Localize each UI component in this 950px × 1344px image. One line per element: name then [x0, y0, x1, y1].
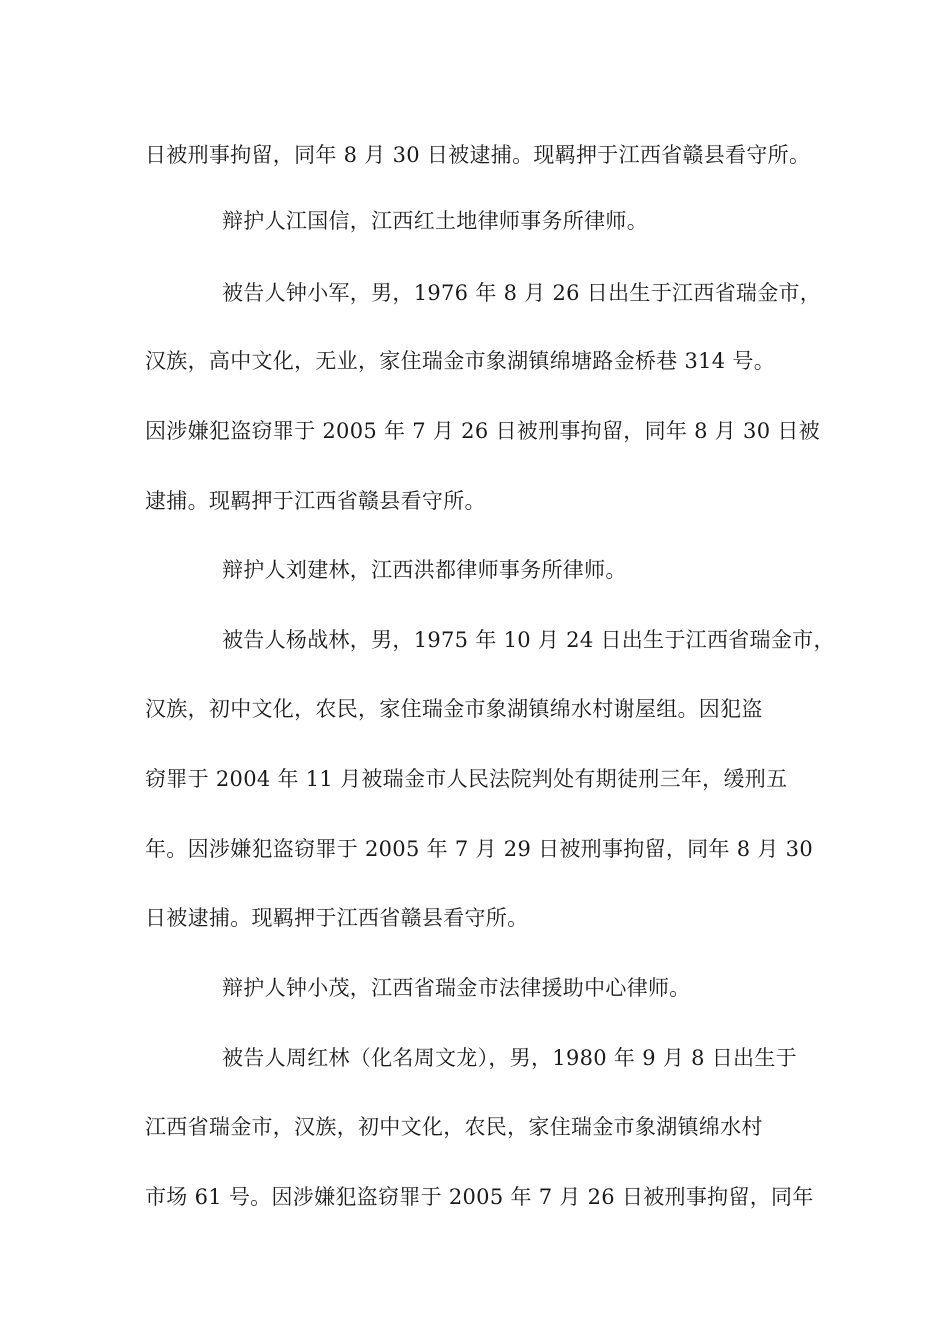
text-line: 被告人钟小军，男，1976 年 8 月 26 日出生于江西省瑞金市， [222, 281, 822, 305]
text-line: 日被刑事拘留，同年 8 月 30 日被逮捕。现羁押于江西省赣县看守所。 [145, 143, 811, 167]
text-line: 江西省瑞金市，汉族，初中文化，农民，家住瑞金市象湖镇绵水村 [145, 1115, 763, 1139]
text-line: 逮捕。现羁押于江西省赣县看守所。 [145, 489, 486, 513]
text-line: 市场 61 号。因涉嫌犯盗窃罪于 2005 年 7 月 26 日被刑事拘留，同年 [145, 1185, 814, 1209]
text-line: 日被逮捕。现羁押于江西省赣县看守所。 [145, 906, 529, 930]
text-line: 被告人周红林（化名周文龙），男，1980 年 9 月 8 日出生于 [222, 1046, 797, 1070]
text-line: 被告人杨战林，男，1975 年 10 月 24 日出生于江西省瑞金市， [222, 628, 835, 652]
text-line: 辩护人江国信，江西红土地律师事务所律师。 [222, 209, 648, 233]
text-line: 年。因涉嫌犯盗窃罪于 2005 年 7 月 29 日被刑事拘留，同年 8 月 30 [145, 837, 813, 861]
text-line: 汉族，高中文化，无业，家住瑞金市象湖镇绵塘路金桥巷 314 号。 [145, 349, 776, 373]
text-line: 辩护人刘建林，江西洪都律师事务所律师。 [222, 558, 627, 582]
text-line: 汉族，初中文化，农民，家住瑞金市象湖镇绵水村谢屋组。因犯盗 [145, 697, 763, 721]
text-line: 辩护人钟小茂，江西省瑞金市法律援助中心律师。 [222, 976, 691, 1000]
text-line: 窃罪于 2004 年 11 月被瑞金市人民法院判处有期徒刑三年，缓刑五 [145, 767, 788, 791]
text-line: 因涉嫌犯盗窃罪于 2005 年 7 月 26 日被刑事拘留，同年 8 月 30 日被 [145, 419, 820, 443]
